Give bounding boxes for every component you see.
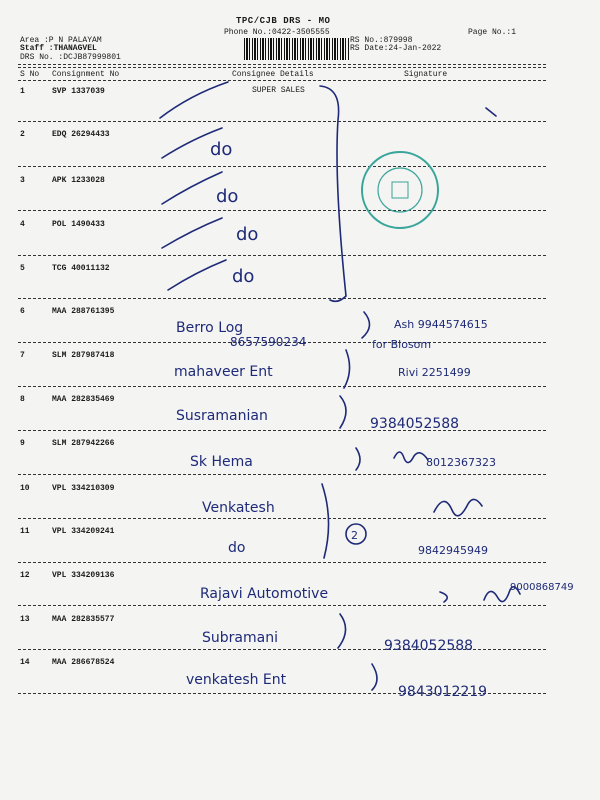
row-number: 10 [20, 484, 30, 493]
row-number: 4 [20, 220, 25, 229]
row-number: 1 [20, 87, 25, 96]
row-divider [18, 562, 546, 563]
row-divider [18, 386, 546, 387]
consignment-number: MAA 282835577 [52, 615, 115, 624]
handwritten-phone: 9843012219 [398, 684, 488, 700]
consignment-number: VPL 334209136 [52, 571, 115, 580]
consignment-number: VPL 334210309 [52, 484, 115, 493]
handwritten-phone: 9000868749 [510, 582, 574, 593]
row-divider [18, 474, 546, 475]
consignee-name: SUPER SALES [252, 86, 305, 95]
rs-number: RS No.:879998 [350, 36, 413, 45]
row-number: 7 [20, 351, 25, 360]
rs-date: RS Date:24-Jan-2022 [350, 44, 442, 53]
handwritten-name: Rajavi Automotive [200, 586, 329, 602]
row-number: 11 [20, 527, 30, 536]
handwritten-phone: 9842945949 [418, 544, 488, 557]
area-label: Area :P N PALAYAM [20, 36, 102, 45]
row-number: 9 [20, 439, 25, 448]
consignment-number: MAA 288761395 [52, 307, 115, 316]
row-divider [18, 298, 546, 299]
handwritten-name: Berro Log [176, 320, 244, 336]
divider [18, 67, 546, 68]
consignment-number: SLM 287987418 [52, 351, 115, 360]
col-sno: S No [20, 70, 40, 79]
consignment-number: POL 1490433 [52, 220, 105, 229]
divider [18, 64, 546, 65]
handwritten-phone: 9384052588 [370, 416, 460, 432]
handwritten-note: for Blosom [372, 338, 432, 351]
handwritten-ditto: do [228, 540, 246, 556]
handwritten-name: Venkatesh [202, 500, 275, 516]
row-number: 12 [20, 571, 30, 580]
row-divider [18, 166, 546, 167]
row-divider [18, 121, 546, 122]
handwritten-name: mahaveer Ent [174, 364, 273, 380]
handwritten-ditto: do [210, 139, 233, 160]
handwritten-name: Sk Hema [190, 454, 253, 470]
row-divider [18, 649, 546, 650]
row-number: 13 [20, 615, 30, 624]
divider [18, 80, 546, 81]
row-divider [18, 255, 546, 256]
circled-number-text: 2 [351, 529, 358, 542]
col-signature: Signature [404, 70, 448, 79]
handwritten-signature: Rivi 2251499 [398, 366, 471, 379]
consignment-number: EDQ 26294433 [52, 130, 110, 139]
barcode [244, 38, 350, 60]
sheet-title: TPC/CJB DRS - MO [236, 16, 331, 26]
row-divider [18, 430, 546, 431]
row-number: 2 [20, 130, 25, 139]
staff-label: Staff :THANAGVEL [20, 44, 97, 53]
consignment-number: APK 1233028 [52, 176, 105, 185]
handwritten-name: Subramani [202, 630, 278, 646]
consignment-number: VPL 334209241 [52, 527, 115, 536]
row-number: 5 [20, 264, 25, 273]
handwritten-ditto: do [236, 224, 259, 245]
consignment-number: MAA 282835469 [52, 395, 115, 404]
page-number: Page No.:1 [468, 28, 517, 37]
handwritten-phone: 9384052588 [384, 638, 474, 654]
drs-number: DRS No. :DCJB87999801 [20, 53, 121, 62]
col-consignment: Consignment No [52, 70, 120, 79]
handwritten-name: venkatesh Ent [186, 672, 287, 688]
row-number: 14 [20, 658, 30, 667]
handwritten-name: Susramanian [176, 408, 268, 424]
handwritten-phone: 8012367323 [426, 456, 496, 469]
row-number: 3 [20, 176, 25, 185]
handwritten-signature: Ash 9944574615 [394, 318, 488, 331]
row-divider [18, 605, 546, 606]
col-consignee: Consignee Details [232, 70, 314, 79]
consignment-number: MAA 286678524 [52, 658, 115, 667]
consignment-number: SVP 1337039 [52, 87, 105, 96]
row-number: 8 [20, 395, 25, 404]
row-divider [18, 518, 546, 519]
handwritten-ditto: do [216, 186, 239, 207]
row-divider [18, 210, 546, 211]
row-divider [18, 342, 546, 343]
phone-number: Phone No.:0422-3505555 [224, 28, 330, 37]
consignment-number: SLM 287942266 [52, 439, 115, 448]
consignment-number: TCG 40011132 [52, 264, 110, 273]
row-number: 6 [20, 307, 25, 316]
row-divider [18, 693, 546, 694]
handwritten-phone: 8657590234 [230, 335, 307, 349]
handwritten-ditto: do [232, 266, 255, 287]
